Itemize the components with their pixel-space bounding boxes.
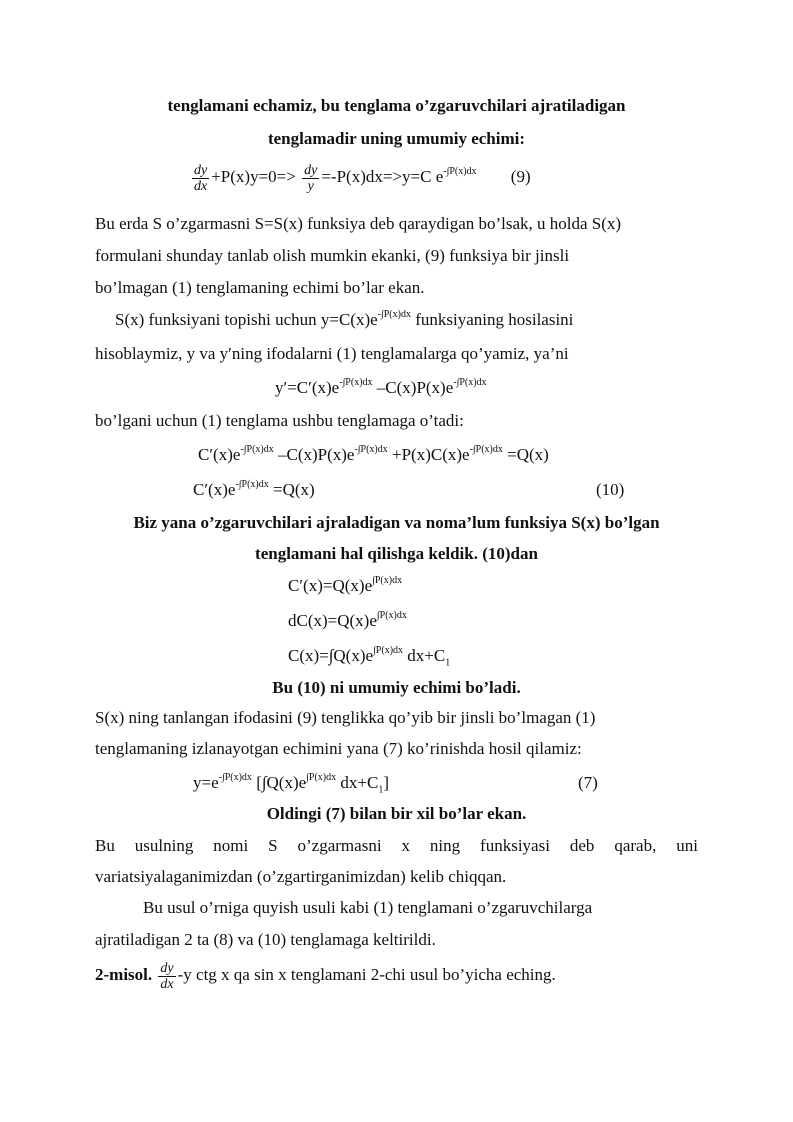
equation-number: (9) [510, 167, 531, 186]
paragraph-line: S(x) ning tanlangan ifodasini (9) tenglikka qo’yib bir jinsli bo’lmagan (1) [95, 708, 596, 727]
equation-substituted: $C'(x)e^{-\int P(x)dx}$ $-C(x)P(x)e^{-\int P(x)dx} +P(x)C(x)e^{-\int P(x)dx} =Q(x)$ [198, 444, 549, 464]
paragraph-line: Bu usul o’rniga quyish usuli kabi (1) tenglamani o’zgaruvchilarga [143, 898, 593, 917]
paragraph-line: S(x) funksiyani topishi uchun $y=C(x)e^{-\int P(x)dx}$ funksiyaning hosilasini [115, 309, 574, 329]
fraction-dy-dx: $\frac{dy}{dx}$ [160, 960, 174, 992]
equation-number: (10) [596, 480, 625, 499]
equation-y-prime: $y'=C'(x)e^{-\int P(x)dx}$ $-C(x)P(x)e^{-\int P(x)dx}$ [275, 377, 487, 397]
fraction-dy-dx: $\frac{dy}{dx}$ [194, 162, 208, 194]
equation-dc: $dC(x)=Q(x)e^{\int P(x)dx}$ [288, 610, 407, 630]
justified-line: Bu usulning nomi S o’zgarmasni x ning funksiyasi deb qarab, uni [95, 836, 698, 855]
paragraph-line: bo’lgani uchun (1) tenglama ushbu tenglamaga o’tadi: [95, 411, 464, 430]
paragraph-line: ajratiladigan 2 ta (8) va (10) tenglamaga keltirildi. [95, 930, 436, 949]
bold-line-1: Biz yana o’zgaruvchilari ajraladigan va noma’lum funksiya S(x) bo’lgan [133, 513, 660, 532]
bold-remark: Oldingi (7) bilan bir xil bo’lar ekan. [266, 804, 527, 823]
paragraph-line: hisoblaymiz, y va y′ning ifodalarni (1) tenglamalarga qo’yamiz, ya’ni [95, 344, 569, 363]
equation-c-integral: $C(x)=\int Q(x)e^{\int P(x)dx}$ $dx+C_1$ [288, 645, 451, 669]
paragraph-line: Bu erda S o’zgarmasni S=S(x) funksiya deb qaraydigan bo’lsak, u holda S(x) [95, 214, 622, 233]
equation-7: $y=e^{-\int P(x)dx}$ [$\int Q(x)e^{\int P(x)dx}$ $dx+C_1$] [193, 772, 389, 796]
heading-line-2: tenglamadir uning umumiy echimi: [267, 129, 526, 148]
paragraph-line: formulani shunday tanlab olish mumkin ekanki, (9) funksiya bir jinsli [95, 246, 570, 265]
fraction-dy-y: $\frac{dy}{y}$ [304, 162, 318, 194]
bold-line-2: tenglamani hal qilishga keldik. (10)dan [255, 544, 538, 563]
equation-10: $C'(x)e^{-\int P(x)dx} =Q(x)$ [193, 479, 315, 499]
equation-c-prime: $C'(x)=Q(x)e^{\int P(x)dx}$ [288, 575, 403, 595]
example-2: 2-misol. $\frac{dy}{dx}$ -y ctg x qa sin x tenglamani 2-chi usul bo’yicha eching. [95, 960, 556, 992]
bold-conclusion: Bu (10) ni umumiy echimi bo’ladi. [272, 678, 521, 697]
example-label: 2-misol. [95, 965, 153, 984]
equation-number: (7) [578, 773, 598, 792]
heading-line-1: tenglamani echamiz, bu tenglama o’zgaruvchilari ajratiladigan [167, 96, 626, 115]
paragraph-line: bo’lmagan (1) tenglamaning echimi bo’lar ekan. [95, 278, 425, 297]
equation-9: $\frac{dy}{dx}$ +P(x)y=0=> $\frac{dy}{y}$ =-P(x)dx=>y=C $e^{-\int P(x)dx}$ (9) [194, 162, 531, 194]
paragraph-line: variatsiyalaganimizdan (o’zgartirganimizdan) kelib chiqqan. [95, 867, 507, 886]
paragraph-line: tenglamaning izlanayotgan echimini yana (7) ko’rinishda hosil qilamiz: [95, 739, 582, 758]
